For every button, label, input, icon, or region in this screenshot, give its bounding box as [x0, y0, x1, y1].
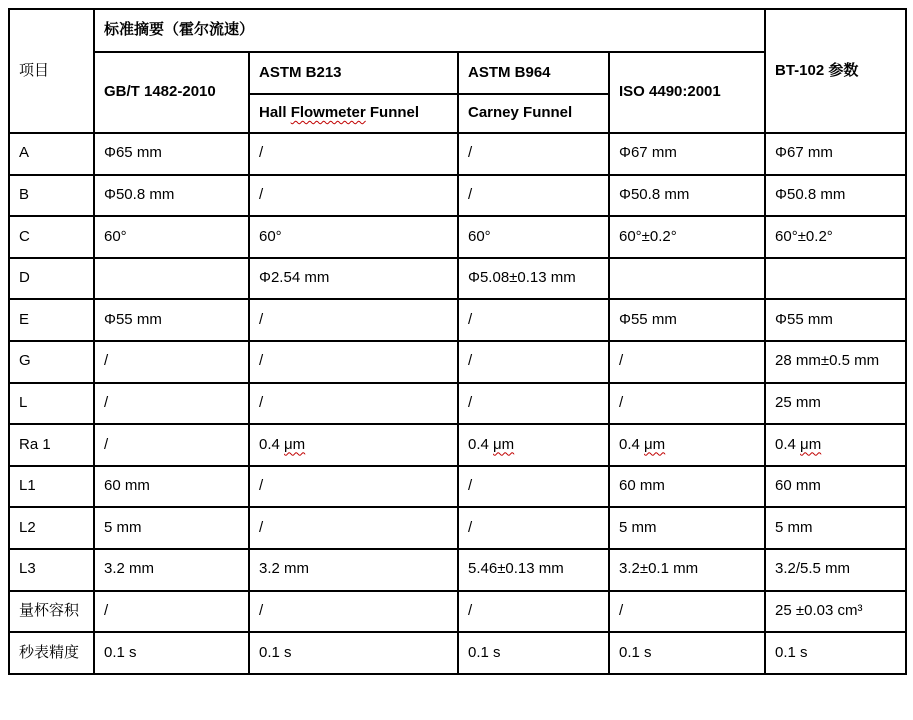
table-cell: /	[458, 383, 609, 425]
table-cell: /	[249, 383, 458, 425]
table-cell: /	[249, 299, 458, 341]
table-cell: /	[609, 341, 765, 383]
table-cell: 0.1 s	[94, 632, 249, 674]
table-cell: /	[249, 175, 458, 217]
table-cell: 60 mm	[94, 466, 249, 508]
table-row-a	[9, 133, 906, 175]
row-label: C	[9, 216, 94, 258]
spellcheck-underline: μm	[800, 435, 822, 453]
table-cell: Φ65 mm	[94, 133, 249, 175]
table-row-cup-volume	[9, 591, 906, 633]
table-cell: 3.2/5.5 mm	[765, 549, 906, 591]
table-cell: 5 mm	[609, 507, 765, 549]
spellcheck-underline: Flowmeter	[290, 104, 366, 122]
column-subheader-hall-flowmeter: Hall Flowmeter Funnel	[249, 94, 458, 133]
table-row-l2	[9, 507, 906, 549]
row-label: G	[9, 341, 94, 383]
table-cell: Φ2.54 mm	[249, 258, 458, 300]
column-header-bt102: BT-102 参数	[765, 9, 906, 133]
table-cell: Φ50.8 mm	[94, 175, 249, 217]
table-cell: 0.1 s	[458, 632, 609, 674]
table-cell: 0.1 s	[765, 632, 906, 674]
table-row-stopwatch-accuracy	[9, 632, 906, 674]
table-cell: /	[609, 591, 765, 633]
column-header-item: 项目	[9, 9, 94, 133]
table-cell: 60°	[249, 216, 458, 258]
table-cell: Φ55 mm	[94, 299, 249, 341]
table-cell: 0.1 s	[609, 632, 765, 674]
table-cell: /	[249, 133, 458, 175]
table-cell: Φ55 mm	[765, 299, 906, 341]
spellcheck-underline: μm	[493, 435, 515, 453]
table-cell: /	[458, 175, 609, 217]
table-cell: 60°±0.2°	[765, 216, 906, 258]
table-cell: Φ50.8 mm	[609, 175, 765, 217]
table-row-b	[9, 175, 906, 217]
table-cell: Φ5.08±0.13 mm	[458, 258, 609, 300]
row-label: L3	[9, 549, 94, 591]
row-label: Ra 1	[9, 424, 94, 466]
table-row-c	[9, 216, 906, 258]
table-row-g	[9, 341, 906, 383]
row-label: 量杯容积	[9, 591, 94, 633]
row-label: L2	[9, 507, 94, 549]
table-cell: 60 mm	[609, 466, 765, 508]
standards-comparison-table	[8, 8, 907, 675]
table-cell: 0.4 μm	[765, 424, 906, 466]
table-cell: /	[458, 591, 609, 633]
table-cell: 60°	[94, 216, 249, 258]
table-cell: Φ67 mm	[765, 133, 906, 175]
row-label: A	[9, 133, 94, 175]
table-cell: 25 mm	[765, 383, 906, 425]
table-row-e	[9, 299, 906, 341]
table-cell: 5 mm	[94, 507, 249, 549]
table-cell	[609, 258, 765, 300]
table-cell: /	[609, 383, 765, 425]
column-header-iso: ISO 4490:2001	[609, 52, 765, 133]
table-cell: 5.46±0.13 mm	[458, 549, 609, 591]
table-cell: 0.4 μm	[249, 424, 458, 466]
table-cell: 0.4 μm	[458, 424, 609, 466]
table-row-d	[9, 258, 906, 300]
table-cell: 25 ±0.03 cm³	[765, 591, 906, 633]
row-label: 秒表精度	[9, 632, 94, 674]
row-label: E	[9, 299, 94, 341]
table-row-l	[9, 383, 906, 425]
row-label: L	[9, 383, 94, 425]
summary-header: 标准摘要（霍尔流速）	[94, 9, 765, 52]
table-cell: /	[94, 591, 249, 633]
table-cell: 28 mm±0.5 mm	[765, 341, 906, 383]
table-cell: /	[458, 133, 609, 175]
table-cell: /	[458, 466, 609, 508]
table-cell	[94, 258, 249, 300]
table-cell: 3.2±0.1 mm	[609, 549, 765, 591]
spellcheck-underline: μm	[644, 435, 666, 453]
table-cell: 0.4 μm	[609, 424, 765, 466]
table-cell: /	[249, 341, 458, 383]
table-cell: /	[94, 341, 249, 383]
table-cell: 3.2 mm	[249, 549, 458, 591]
table-cell: /	[94, 424, 249, 466]
table-cell: 5 mm	[765, 507, 906, 549]
table-cell: /	[458, 507, 609, 549]
table-row-l1	[9, 466, 906, 508]
column-subheader-carney: Carney Funnel	[458, 94, 609, 133]
table-cell: 60°±0.2°	[609, 216, 765, 258]
table-row-ra1	[9, 424, 906, 466]
table-cell	[765, 258, 906, 300]
table-cell: 3.2 mm	[94, 549, 249, 591]
table-cell: /	[249, 507, 458, 549]
column-header-gbt: GB/T 1482-2010	[94, 52, 249, 133]
table-cell: /	[94, 383, 249, 425]
table-cell: Φ55 mm	[609, 299, 765, 341]
row-label: D	[9, 258, 94, 300]
table-cell: /	[458, 299, 609, 341]
row-label: B	[9, 175, 94, 217]
table-cell: 0.1 s	[249, 632, 458, 674]
row-label: L1	[9, 466, 94, 508]
table-cell: /	[249, 466, 458, 508]
table-cell: 60°	[458, 216, 609, 258]
table-cell: Φ50.8 mm	[765, 175, 906, 217]
table-cell: Φ67 mm	[609, 133, 765, 175]
table-row-l3	[9, 549, 906, 591]
table-cell: 60 mm	[765, 466, 906, 508]
table-cell: /	[458, 341, 609, 383]
spellcheck-underline: μm	[284, 435, 306, 453]
column-header-astm-b964: ASTM B964	[458, 52, 609, 94]
table-cell: /	[249, 591, 458, 633]
column-header-astm-b213: ASTM B213	[249, 52, 458, 94]
